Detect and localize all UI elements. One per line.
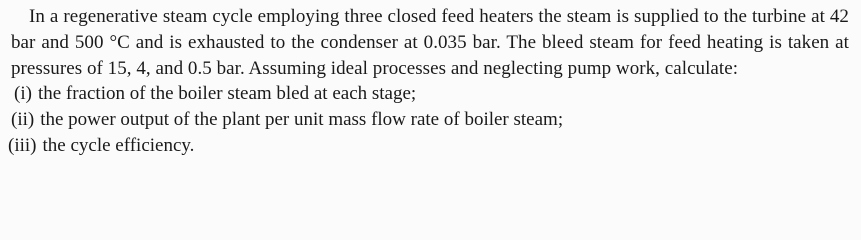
- question-item-iii: [8, 133, 849, 159]
- question-text: the cycle efficiency.: [42, 134, 195, 156]
- problem-statement: In a regenerative steam cycle employing three closed feed heaters the steam is supplied to the turbine at 42 bar and 500 °C and is exhausted to the condenser at 0.035 bar. The bleed steam for feed heating is taken at pressures of 15, 4, and 0.5 bar. Assuming ideal processes and neglecting pump work, calculate:: [11, 6, 849, 79]
- question-text: the power output of the plant per unit mass flow rate of boiler steam;: [40, 109, 564, 131]
- question-text: the fraction of the boiler steam bled at each stage;: [37, 83, 417, 105]
- question-number: (ii): [11, 109, 35, 131]
- question-number: (iii): [8, 134, 37, 156]
- question-item-i: [11, 81, 849, 107]
- question-item-ii: [11, 107, 849, 133]
- question-number: (i): [14, 83, 32, 105]
- question-list: [8, 81, 849, 158]
